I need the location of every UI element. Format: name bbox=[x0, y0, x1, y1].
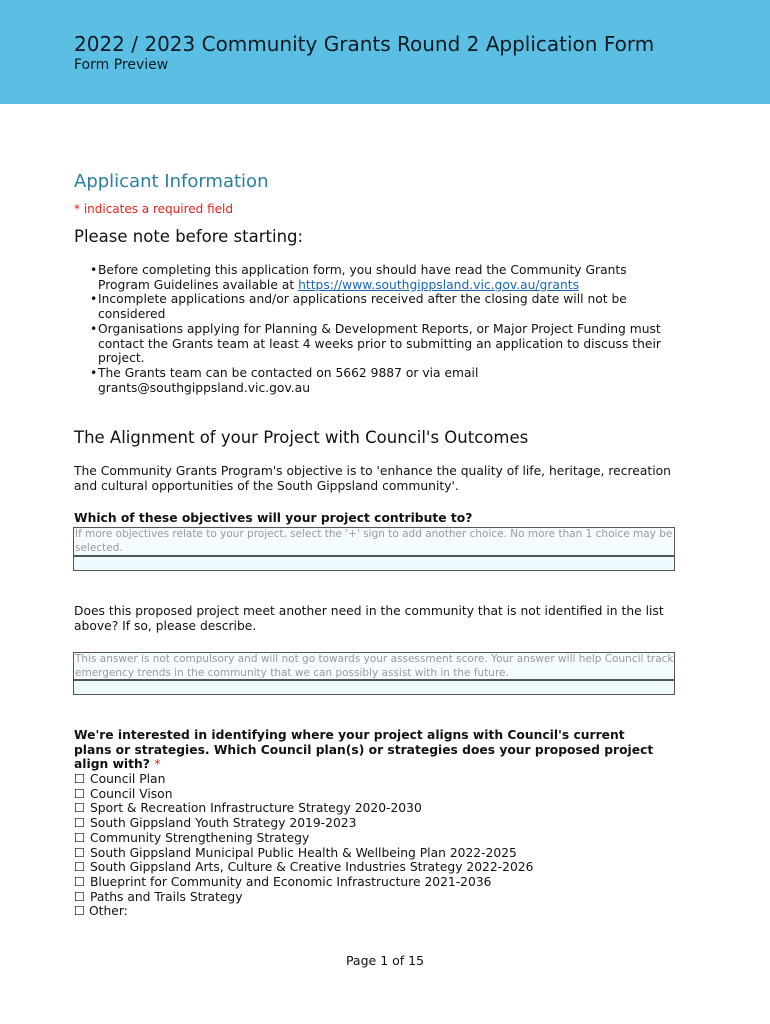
checkbox-icon[interactable]: ☐ bbox=[74, 786, 86, 801]
strategy-option[interactable]: ☐ South Gippsland Municipal Public Health & Wellbeing Plan 2022-2025 bbox=[74, 845, 517, 860]
form-title: 2022 / 2023 Community Grants Round 2 Application Form bbox=[74, 32, 655, 56]
form-header bbox=[0, 0, 770, 104]
checkbox-icon[interactable]: ☐ bbox=[74, 772, 86, 786]
notice-item: •Incomplete applications and/or applications received after the closing date will not be considered bbox=[90, 292, 627, 322]
strategy-option[interactable]: ☐ South Gippsland Arts, Culture & Creative Industries Strategy 2022-2026 bbox=[74, 860, 534, 875]
strategy-option[interactable]: ☐ South Gippsland Youth Strategy 2019-2023 bbox=[74, 816, 357, 831]
notice-item: •The Grants team can be contacted on 5662 9887 or via email grants@southgippsland.vic.gov.au bbox=[90, 365, 479, 395]
checkbox-icon[interactable]: ☐ bbox=[74, 904, 86, 919]
alignment-heading: The Alignment of your Project with Council's Outcomes bbox=[74, 428, 529, 447]
other-need-question: Does this proposed project meet another need in the community that is not identified in the list above? If so, please describe. bbox=[74, 604, 664, 633]
bullet-icon: • bbox=[90, 292, 98, 307]
strategy-option[interactable]: ☐ Sport & Recreation Infrastructure Strategy 2020-2030 bbox=[74, 801, 422, 816]
checkbox-icon[interactable]: ☐ bbox=[74, 874, 86, 889]
bullet-icon: • bbox=[90, 365, 98, 380]
bullet-icon: • bbox=[90, 321, 98, 336]
bullet-icon: • bbox=[90, 263, 98, 277]
other-need-input[interactable] bbox=[73, 680, 675, 695]
objectives-question: Which of these objectives will your project contribute to? bbox=[74, 511, 473, 525]
checkbox-icon[interactable]: ☐ bbox=[74, 845, 86, 860]
page-number: Page 1 of 15 bbox=[345, 953, 425, 968]
notice-item: •Organisations applying for Planning & Development Reports, or Major Project Funding must contact the Grants team at least 4 weeks prior to submitting an application to discuss their project. bbox=[90, 321, 661, 366]
checkbox-icon[interactable]: ☐ bbox=[74, 816, 86, 831]
required-field-note: * indicates a required field bbox=[74, 202, 233, 216]
strategies-question: We're interested in identifying where your project aligns with Council's current plans or strategies. Which Council plan(s) or strategies does your proposed project align with? * bbox=[74, 728, 654, 772]
checkbox-icon[interactable]: ☐ bbox=[74, 830, 86, 845]
notice-list bbox=[90, 263, 670, 395]
section-title: Applicant Information bbox=[74, 171, 269, 192]
strategy-option[interactable]: ☐ Council Vison bbox=[74, 786, 173, 801]
strategies-checklist bbox=[74, 772, 533, 919]
strategy-option[interactable]: ☐ Community Strengthening Strategy bbox=[74, 830, 310, 845]
notice-heading: Please note before starting: bbox=[74, 227, 304, 246]
notice-item: •Before completing this application form, you should have read the Community Grants Program Guidelines available at https://www.southgippsland.vic.gov.au/grants bbox=[90, 263, 627, 292]
checkbox-icon[interactable]: ☐ bbox=[74, 801, 86, 816]
checkbox-icon[interactable]: ☐ bbox=[74, 860, 86, 875]
guidelines-link[interactable]: https://www.southgippsland.vic.gov.au/grants bbox=[298, 277, 579, 292]
strategy-option[interactable]: ☐ Council Plan bbox=[74, 772, 166, 786]
checkbox-icon[interactable]: ☐ bbox=[74, 889, 86, 904]
form-subtitle: Form Preview bbox=[74, 57, 169, 73]
strategy-option[interactable]: ☐ Paths and Trails Strategy bbox=[74, 889, 243, 904]
objectives-hint: If more objectives relate to your project, select the '+' sign to add another choice. No more than 1 choice may be selected. bbox=[73, 527, 675, 556]
strategy-option[interactable]: ☐ Blueprint for Community and Economic Infrastructure 2021-2036 bbox=[74, 874, 492, 889]
objectives-select[interactable] bbox=[73, 556, 675, 571]
other-need-hint: This answer is not compulsory and will not go towards your assessment score. Your answer will help Council track emergency trends in the community that we can possibly assist with in the future. bbox=[75, 653, 674, 679]
required-mark: * bbox=[154, 757, 161, 772]
alignment-intro: The Community Grants Program's objective is to 'enhance the quality of life, heritage, recreation and cultural opportunities of the South Gippsland community'. bbox=[74, 464, 671, 493]
strategy-option-other[interactable]: ☐ Other: bbox=[74, 904, 128, 919]
